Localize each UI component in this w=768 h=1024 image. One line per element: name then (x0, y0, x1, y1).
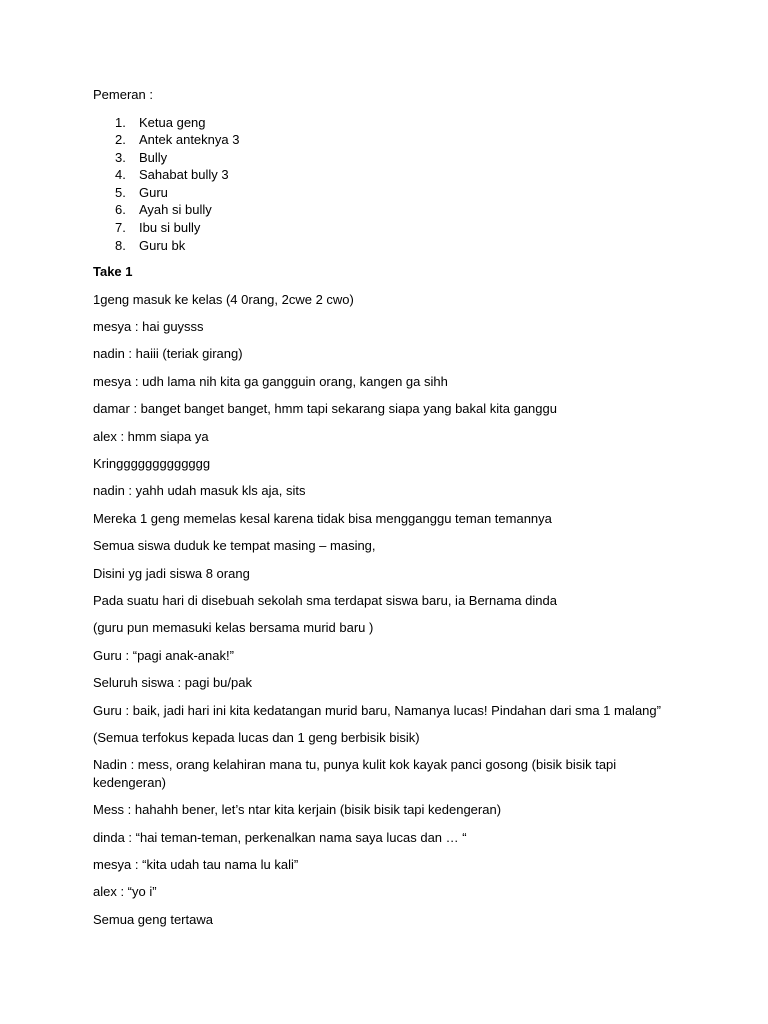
list-item (93, 219, 683, 237)
list-item (93, 149, 683, 167)
script-line: Seluruh siswa : pagi bu/pak (93, 675, 252, 691)
script-line: Semua siswa duduk ke tempat masing – masing, (93, 538, 376, 554)
list-number: 7. (115, 220, 126, 236)
take-heading: Take 1 (93, 264, 133, 280)
script-line: mesya : hai guysss (93, 319, 204, 335)
script-line: Disini yg jadi siswa 8 orang (93, 565, 250, 581)
list-text: Ayah si bully (139, 202, 212, 218)
script-line: Guru : baik, jadi hari ini kita kedatangan murid baru, Namanya lucas! Pindahan dari sma 1 malang” (93, 702, 661, 718)
list-item (93, 184, 683, 202)
list-number: 2. (115, 132, 126, 148)
list-item (93, 114, 683, 132)
script-line: (Semua terfokus kepada lucas dan 1 geng berbisik bisik) (93, 729, 420, 745)
document-body (93, 86, 683, 938)
list-text: Ketua geng (139, 114, 206, 130)
script-line: alex : hmm siapa ya (93, 428, 209, 444)
script-line: nadin : haiii (teriak girang) (93, 346, 243, 362)
list-number: 4. (115, 167, 126, 183)
script-line: nadin : yahh udah masuk kls aja, sits (93, 483, 306, 499)
script-line: mesya : udh lama nih kita ga gangguin orang, kangen ga sihh (93, 373, 448, 389)
script-line: damar : banget banget banget, hmm tapi sekarang siapa yang bakal kita ganggu (93, 401, 557, 417)
list-item (93, 237, 683, 255)
list-number: 5. (115, 184, 126, 200)
script-line: Pada suatu hari di disebuah sekolah sma terdapat siswa baru, ia Bernama dinda (93, 592, 557, 608)
list-number: 1. (115, 114, 126, 130)
script-line: Mereka 1 geng memelas kesal karena tidak bisa mengganggu teman temannya (93, 510, 552, 526)
script-line: (guru pun memasuki kelas bersama murid baru ) (93, 620, 374, 636)
script-line: 1geng masuk ke kelas (4 0rang, 2cwe 2 cwo) (93, 291, 354, 307)
list-text: Guru (139, 184, 168, 200)
script-line: Kringgggggggggggg (93, 455, 211, 471)
list-item (93, 131, 683, 149)
list-number: 3. (115, 149, 126, 165)
script-line: mesya : “kita udah tau nama lu kali” (93, 856, 299, 872)
script-line: Semua geng tertawa (93, 911, 213, 927)
list-text: Ibu si bully (139, 220, 201, 236)
list-text: Sahabat bully 3 (139, 167, 229, 183)
list-text: Guru bk (139, 237, 186, 253)
list-text: Antek anteknya 3 (139, 132, 240, 148)
script-line: Guru : “pagi anak-anak!” (93, 647, 234, 663)
script-line: dinda : “hai teman-teman, perkenalkan nama saya lucas dan … “ (93, 829, 467, 845)
script-line: Mess : hahahh bener, let’s ntar kita kerjain (bisik bisik tapi kedengeran) (93, 802, 502, 818)
script-line: Nadin : mess, orang kelahiran mana tu, punya kulit kok kayak panci gosong (bisik bisik tapi kedengeran) (93, 757, 617, 790)
cast-heading: Pemeran : (93, 87, 153, 102)
cast-list (93, 114, 683, 255)
list-item (93, 166, 683, 184)
script-line: alex : “yo i” (93, 884, 157, 900)
list-number: 8. (115, 237, 126, 253)
list-item (93, 201, 683, 219)
list-number: 6. (115, 202, 126, 218)
list-text: Bully (139, 149, 168, 165)
